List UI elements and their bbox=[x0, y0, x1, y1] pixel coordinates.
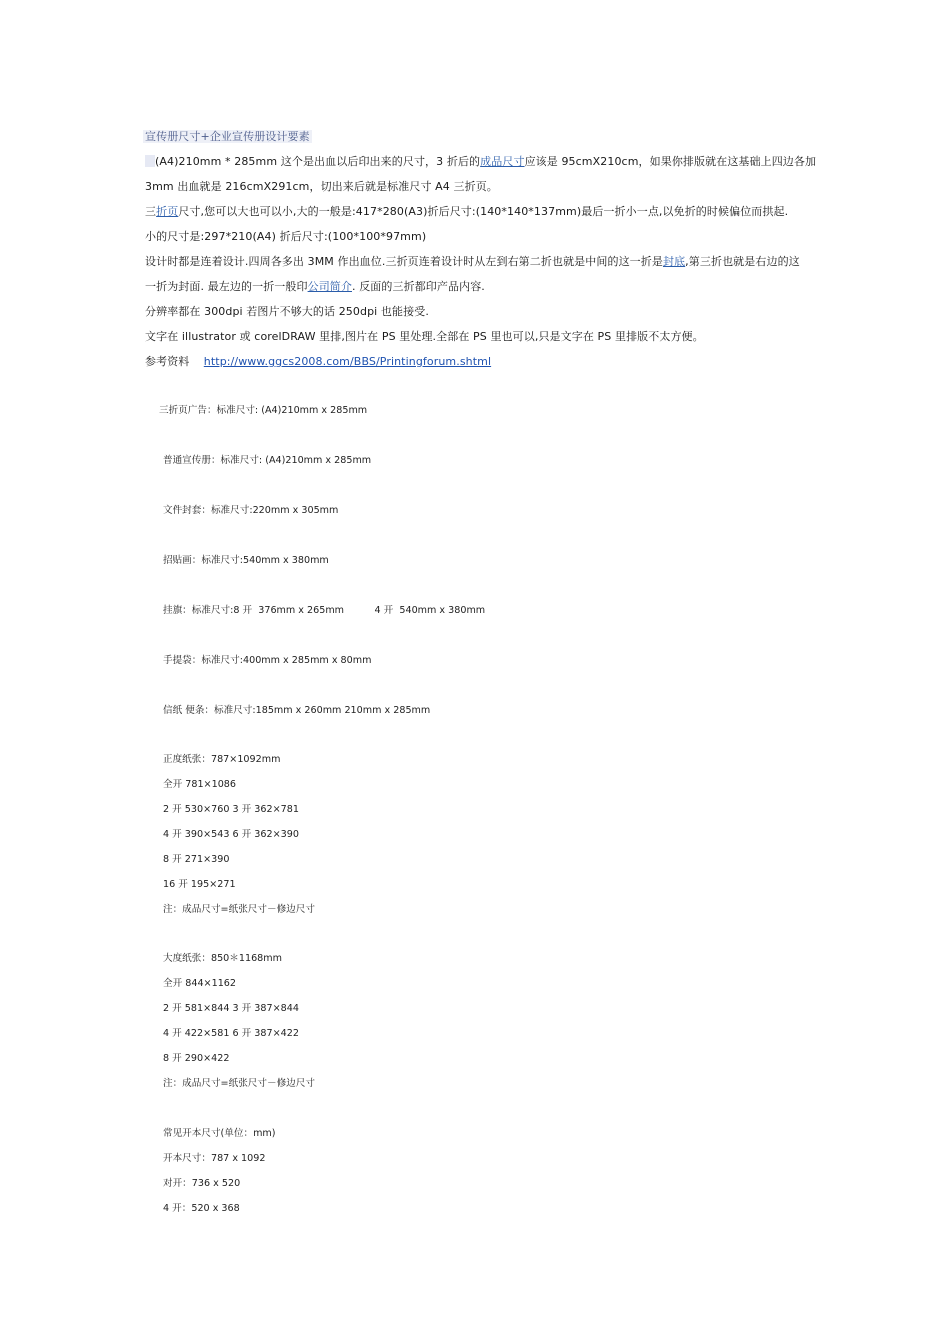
dadu-row: 4 开 422×581 6 开 387×422 bbox=[163, 1028, 299, 1039]
common-row: 对开：736 x 520 bbox=[163, 1178, 241, 1189]
dadu-row: 8 开 290×422 bbox=[163, 1053, 230, 1064]
paragraph-a4-size bbox=[145, 154, 816, 170]
highlight-marker bbox=[145, 155, 155, 167]
para4b-text-a: 一折为封面. 最左边的一折一般印 bbox=[145, 280, 308, 293]
para4b-text-b: . 反面的三折都印产品内容. bbox=[352, 280, 485, 293]
zhengdu-row: 16 开 195×271 bbox=[163, 879, 236, 890]
link-back-cover[interactable]: 封底 bbox=[662, 255, 686, 268]
para2-text-b: 尺寸,您可以大也可以小,大的一般是:417*280(A3)折后尺寸:(140*140*137mm)最后一折小一点,以免折的时候偏位而拱起. bbox=[178, 205, 789, 218]
size-item: 手提袋：标准尺寸:400mm x 285mm x 80mm bbox=[163, 655, 372, 666]
title-text: 宣传册尺寸+企业宣传册设计要素 bbox=[145, 130, 310, 143]
link-folded-page[interactable]: 折页 bbox=[156, 205, 179, 218]
para4-text-b: ,第三折也就是右边的这 bbox=[685, 255, 800, 268]
size-item: 挂旗：标准尺寸:8 开 376mm x 265mm 4 开 540mm x 380mm bbox=[163, 605, 486, 616]
reference-line bbox=[145, 354, 491, 370]
para1-text-a: (A4)210mm * 285mm 这个是出血以后印出来的尺寸，3 折后的 bbox=[155, 155, 481, 168]
reference-label: 参考资料 bbox=[145, 355, 190, 368]
para2-text-a: 三 bbox=[145, 205, 157, 218]
paragraph-software: 文字在 illustrator 或 corelDRAW 里排,图片在 PS 里处理.全部在 PS 里也可以,只是文字在 PS 里排版不太方便。 bbox=[145, 330, 704, 343]
common-row: 4 开：520 x 368 bbox=[163, 1203, 240, 1214]
size-item: 招贴画：标准尺寸:540mm x 380mm bbox=[163, 555, 329, 566]
zhengdu-row: 全开 781×1086 bbox=[163, 779, 237, 790]
paragraph-trifold bbox=[145, 204, 788, 220]
paragraph-bleed: 3mm 出血就是 216cmX291cm，切出来后就是标准尺寸 A4 三折页。 bbox=[145, 180, 498, 193]
dadu-row: 全开 844×1162 bbox=[163, 978, 237, 989]
common-title: 常见开本尺寸(单位：mm) bbox=[163, 1128, 276, 1139]
zhengdu-row: 8 开 271×390 bbox=[163, 854, 230, 865]
reference-url-link[interactable]: http://www.ggcs2008.com/BBS/Printingforum.shtml bbox=[203, 355, 492, 368]
dadu-note: 注：成品尺寸=纸张尺寸－修边尺寸 bbox=[163, 1078, 315, 1089]
zhengdu-title: 正度纸张：787×1092mm bbox=[163, 754, 281, 765]
paragraph-resolution: 分辨率都在 300dpi 若图片不够大的话 250dpi 也能接受. bbox=[145, 305, 429, 318]
link-company-profile[interactable]: 公司简介 bbox=[307, 280, 352, 293]
para4-text-a: 设计时都是连着设计.四周各多出 3MM 作出血位.三折页连着设计时从左到右第二折也就是中间的这一折是 bbox=[145, 255, 663, 268]
zhengdu-row: 4 开 390×543 6 开 362×390 bbox=[163, 829, 299, 840]
size-item: 三折页广告：标准尺寸: (A4)210mm x 285mm bbox=[159, 405, 368, 416]
size-item: 信纸 便条：标准尺寸:185mm x 260mm 210mm x 285mm bbox=[163, 705, 431, 716]
paragraph-design bbox=[145, 254, 800, 270]
zhengdu-note: 注：成品尺寸=纸张尺寸－修边尺寸 bbox=[163, 904, 315, 915]
link-finished-size[interactable]: 成品尺寸 bbox=[480, 155, 525, 168]
para1-text-b: 应该是 95cmX210cm，如果你排版就在这基础上四边各加 bbox=[524, 155, 817, 168]
common-row: 开本尺寸：787 x 1092 bbox=[163, 1153, 266, 1164]
size-item: 文件封套：标准尺寸:220mm x 305mm bbox=[163, 505, 339, 516]
size-item: 普通宣传册：标准尺寸: (A4)210mm x 285mm bbox=[163, 455, 372, 466]
zhengdu-row: 2 开 530×760 3 开 362×781 bbox=[163, 804, 299, 815]
paragraph-small-size: 小的尺寸是:297*210(A4) 折后尺寸:(100*100*97mm) bbox=[145, 230, 427, 243]
dadu-title: 大度纸张：850＊1168mm bbox=[163, 953, 282, 964]
paragraph-cover bbox=[145, 279, 485, 295]
dadu-row: 2 开 581×844 3 开 387×844 bbox=[163, 1003, 299, 1014]
document-title bbox=[145, 129, 312, 145]
